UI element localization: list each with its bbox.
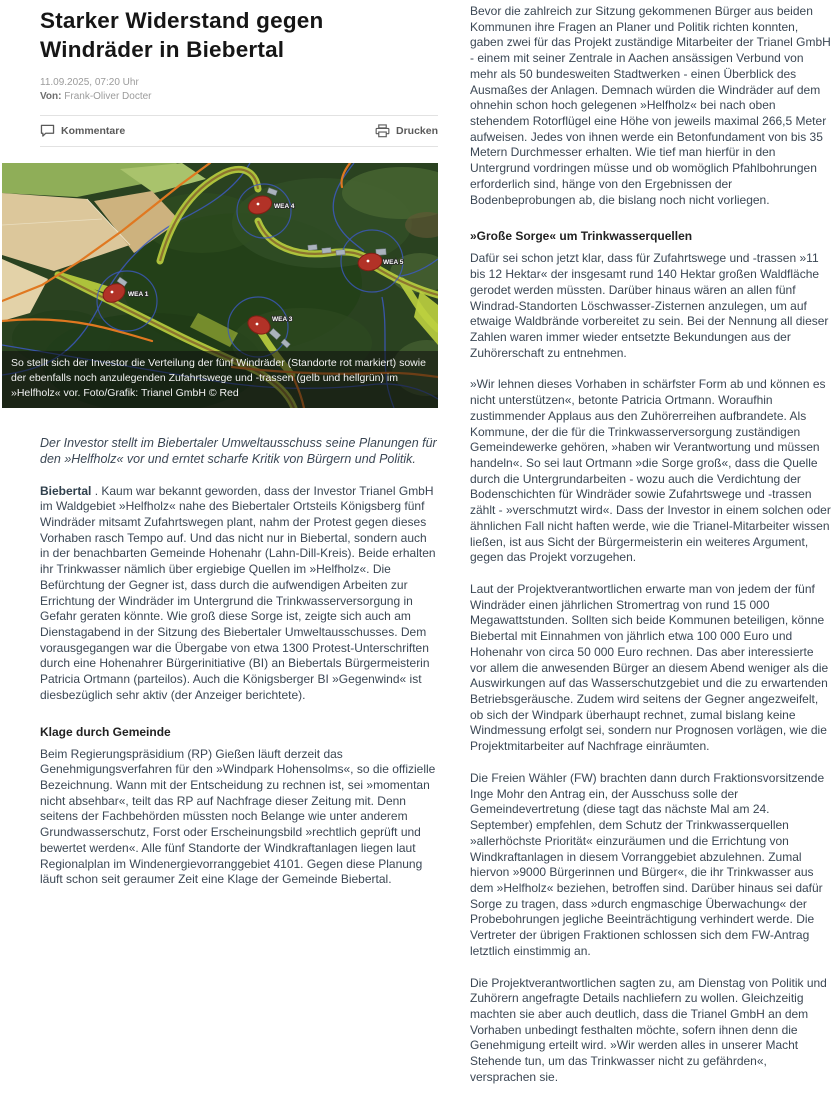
print-label: Drucken	[395, 124, 438, 137]
page-title: Starker Widerstand gegen Windräder in Biebertal	[40, 8, 324, 63]
map-label-wea3: WEA 3	[272, 315, 293, 323]
figure-caption: So stellt sich der Investor die Verteilung der fünf Windräder (Standorte rot markiert) sowie der ebenfalls noch anzulegenden Zufahrtswege und -trassen (gelb und hellgrün) im »Helfholz« vor. Foto/Grafik: Trianel GmbH © Red	[2, 351, 438, 408]
article-toolbar	[40, 115, 438, 147]
printer-icon	[375, 124, 390, 138]
paragraph-left-2: Beim Regierungspräsidium (RP) Gießen läuft derzeit das Genehmigungsverfahren für den »Windpark Hohensolms«, so die offizielle Bezeichnung. Wann mit der Entscheidung zu rechnen ist, sei »momentan nicht absehbar«, teilt das RP auf Nachfrage dieser Zeitung mit. Denn seitens der Fachbehörden müssten noch Belange wie unter anderem Grundwasserschutz, Forst oder Erscheinungsbild »rechtlich geprüft und bewertet werden«. Alle fünf Standorte der Windkraftanlagen liegen laut Regionalplan im Windenergievorranggebiet 4101. Gegen diese Planung läuft schon seit geraumer Zeit eine Klage der Gemeinde Biebertal.	[40, 746, 436, 887]
print-button[interactable]	[375, 124, 438, 138]
paragraph-right-1: Bevor die zahlreich zur Sitzung gekommenen Bürger aus beiden Kommunen ihre Fragen an Planer und Politik richten konnten, gaben zwei für das Projekt zuständige Mitarbeiter der Trianel GmbH - einem mit seiner Zentrale in Aachen ansässigen Verbund von mehr als 50 bundesweiten Stadtwerken - einen Überblick des Ausmaßes der Anlagen. Demnach würden die Windräder auf dem ohnehin schon hoch gelegenen »Helfholz« bei nach oben stehendem Rotorflügel eine Höhe von jeweils maximal 266,5 Meter aufweisen. Jedes von ihnen werde ein Betonfundament von bis 35 Metern Durchmesser erhalten. Wie tief man hierfür in den Untergrund vordringen müsse und ob womöglich Pfahlbohrungen erforderlich sind, hänge von den Ergebnissen der Bodenbeprobungen ab, die bislang noch nicht vorliegen.	[470, 4, 831, 207]
paragraph-left-1	[40, 484, 438, 704]
article-left-column	[11, 6, 438, 904]
byline-label: Von:	[40, 90, 62, 102]
map-label-wea4: WEA 4	[274, 202, 295, 210]
publish-date: 11.09.2025, 07:20 Uhr	[40, 76, 139, 88]
paragraph-left-1-text: . Kaum war bekannt geworden, dass der Investor Trianel GmbH im Waldgebiet »Helfholz« nahe des Biebertaler Ortsteils Königsberg fünf Windräder mitsamt Zufahrtswegen plant, nahm der Protest gegen dieses Vorhaben rasch Tempo auf. Und das nicht nur in Biebertal, sondern auch in der benachbarten Gemeinde Hohenahr (Lahn-Dill-Kreis). Beide erhalten ihr Trinkwasser nämlich über ergiebige Quellen im »Helfholz«. Die Befürchtung der Gegner ist, dass durch die aufwendigen Arbeiten zur Errichtung der Windräder im Untergrund die Trinkwasserversorgung in Gefahr geraten könnte. Wie groß diese Sorge ist, zeigte sich auch am Dienstagabend in der Sitzung des Biebertaler Umweltausschusses. Dem vorausgegangen war die Übergabe von etwa 1300 Protest-Unterschriften durch eine Hohenahrer Bürgerinitiative (BI) an Biebertals Bürgermeisterin Patricia Ortmann (parteilos). Auch die Königsberger BI »Gegenwind« ist diesbezüglich sehr aktiv (der Anzeiger berichtete).	[40, 483, 436, 702]
article-right-column	[470, 4, 832, 1102]
paragraph-right-6: Die Projektverantwortlichen sagten zu, am Dienstag von Politik und Zuhörern angefragte Details nachliefern zu wollen. Gleichzeitig machten sie aber auch deutlich, dass die Trianel GmbH an dem Vorhaben unbedingt festhalten möchte, sofern ihnen denn die Genehmigung erteilt wird. »Wir werden alles in unserer Macht Stehende tun, um das Trinkwasser nicht zu gefährden«, versprachen sie.	[470, 975, 827, 1084]
dateline: Biebertal	[40, 483, 92, 498]
paragraph-right-5: Die Freien Wähler (FW) brachten dann durch Fraktionsvorsitzende Inge Mohr den Antrag ein, der Ausschuss solle der Gemeindevertretung (diese tagt das nächste Mal am 24. September) empfehlen, dem Schutz der Trinkwasserquellen »allerhöchste Priorität« einzuräumen und die Errichtung von Windkraftanlagen in diesem Vorranggebiet abzulehnen. Zumal hiervon »9000 Bürgerinnen und Bürger«, die ihr Trinkwasser aus dem »Helfholz« beziehen, betroffen sind. Darüber hinaus sei dafür Sorge zu tragen, dass »durch engmaschige Überwachung« der Probebohrungen jegliche Beeinträchtigung verhindert werde. Die Vertreter der übrigen Fraktionen schlossen sich dem FW-Antrag letztlich einstimmig an.	[470, 770, 825, 958]
map-label-wea5: WEA 5	[383, 258, 404, 266]
article-figure-map	[2, 163, 438, 408]
comments-label: Kommentare	[61, 124, 126, 137]
byline-author: Frank-Oliver Docter	[64, 90, 152, 102]
paragraph-right-2: Dafür sei schon jetzt klar, dass für Zufahrtswege und -trassen »11 bis 12 Hektar« der insgesamt rund 140 Hektar großen Waldfläche gerodet werden müssten. Darüber hinaus wären an allen fünf Windrad-Standorten Löschwasser-Zisternen anzulegen, um auf etwaige Waldbrände vorbereitet zu sein. Bei der Nennung all dieser Zahlen waren immer wieder entsetzte Bekundungen aus der Zuhörerschaft zu entnehmen.	[470, 251, 829, 360]
article-lead: Der Investor stellt im Biebertaler Umweltausschuss seine Planungen für den »Helfholz« vor und erntet scharfe Kritik von Bürgern und Politik.	[40, 435, 437, 466]
comments-button[interactable]	[40, 124, 125, 137]
byline	[40, 91, 438, 102]
comment-bubble-icon	[40, 124, 55, 137]
paragraph-right-3: »Wir lehnen dieses Vorhaben in schärfster Form ab und können es nicht unterstützen«, betonte Patricia Ortmann. Woraufhin zustimmender Applaus aus den Zuhörerreihen aufbrandete. Als Kommune, der die für die Trinkwasserversorgung zuständigen Gemeindewerke gehören, »haben wir Verantwortung und müssen handeln«. So sei laut Ortmann »die Sorge groß«, dass die Quelle durch die Untergrundarbeiten - wozu auch die Verdichtung der Bodenschichten für Windräder sowie Zufahrtswege und -trassen zählt - »verschmutzt wird«. Dass der Investor in einem solchen oder ähnlichen Fall nicht haften werde, wie die Trianel-Mitarbeiter wissen ließen, ist aus Sicht der Bürgermeisterin ein weiteres Argument, gegen das Projekt vorzugehen.	[470, 377, 831, 565]
map-label-wea1: WEA 1	[128, 290, 149, 298]
paragraph-right-4: Laut der Projektverantwortlichen erwarte man von jedem der fünf Windräder einen jährlichen Stromertrag von rund 15 000 Megawattstunden. Sollten sich beide Kommunen beteiligen, könne Biebertal mit Einnahmen von jährlich etwa 100 000 Euro und Hohenahr von circa 50 000 Euro rechnen. Das aber interessierte vor allem die anwesenden Bürger an diesem Abend weniger als die Auswirkungen auf das Wasserschutzgebiet und die zu erwartenden Betriebsgeräusche. Zudem wird seitens der Gegner angezweifelt, ob sich der Windpark überhaupt rechnet, zumal bislang keine Windmessung erfolgt sei, sondern nur Prognosen vorlägen, wie die Projektmitarbeiter auf Nachfrage einräumten.	[470, 582, 829, 754]
subheading-klage: Klage durch Gemeinde	[40, 724, 171, 739]
subheading-grosse-sorge: »Große Sorge« um Trinkwasserquellen	[470, 229, 693, 244]
